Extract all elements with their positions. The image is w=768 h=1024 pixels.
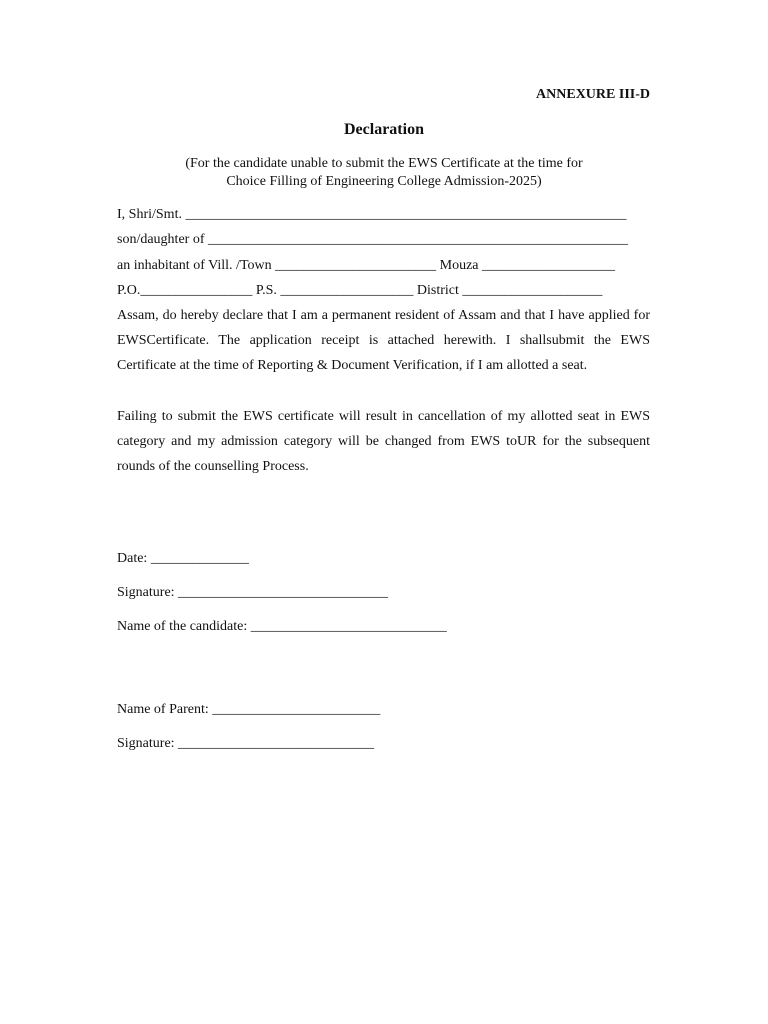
consequence-paragraph: Failing to submit the EWS certificate will result in cancellation of my allotted seat in EWS category and my admission category will be changed from EWS toUR for the subsequent rounds of the counselling Process.: [117, 409, 650, 474]
parent-signature-field: Signature: ____________________________: [117, 736, 375, 751]
declaration-paragraph: Assam, do hereby declare that I am a permanent resident of Assam and that I have applied for EWSCertificate. The application receipt is attached herewith. I shallsubmit the EWS Certificate at the time of Reporting & Document Verification, if I am allotted a seat.: [117, 308, 650, 373]
candidate-signature-field: Signature: ______________________________: [117, 585, 389, 600]
address-field-line: an inhabitant of Vill. /Town _______________________ Mouza ___________________: [117, 258, 615, 273]
page-title: Declaration: [344, 121, 424, 138]
subtitle-line-1: (For the candidate unable to submit the EWS Certificate at the time for: [185, 156, 583, 171]
postal-field-line: P.O.________________ P.S. ___________________ District ____________________: [117, 283, 603, 298]
parent-field-line: son/daughter of ____________________________________________________________: [117, 232, 628, 247]
parent-name-field: Name of Parent: ________________________: [117, 702, 381, 717]
date-field: Date: ______________: [117, 551, 249, 566]
annexure-label: ANNEXURE III-D: [536, 87, 650, 102]
subtitle-line-2: Choice Filling of Engineering College Admission-2025): [226, 174, 542, 189]
candidate-name-field: Name of the candidate: ____________________________: [117, 619, 447, 634]
name-field-line: I, Shri/Smt. _______________________________________________________________: [117, 207, 627, 222]
